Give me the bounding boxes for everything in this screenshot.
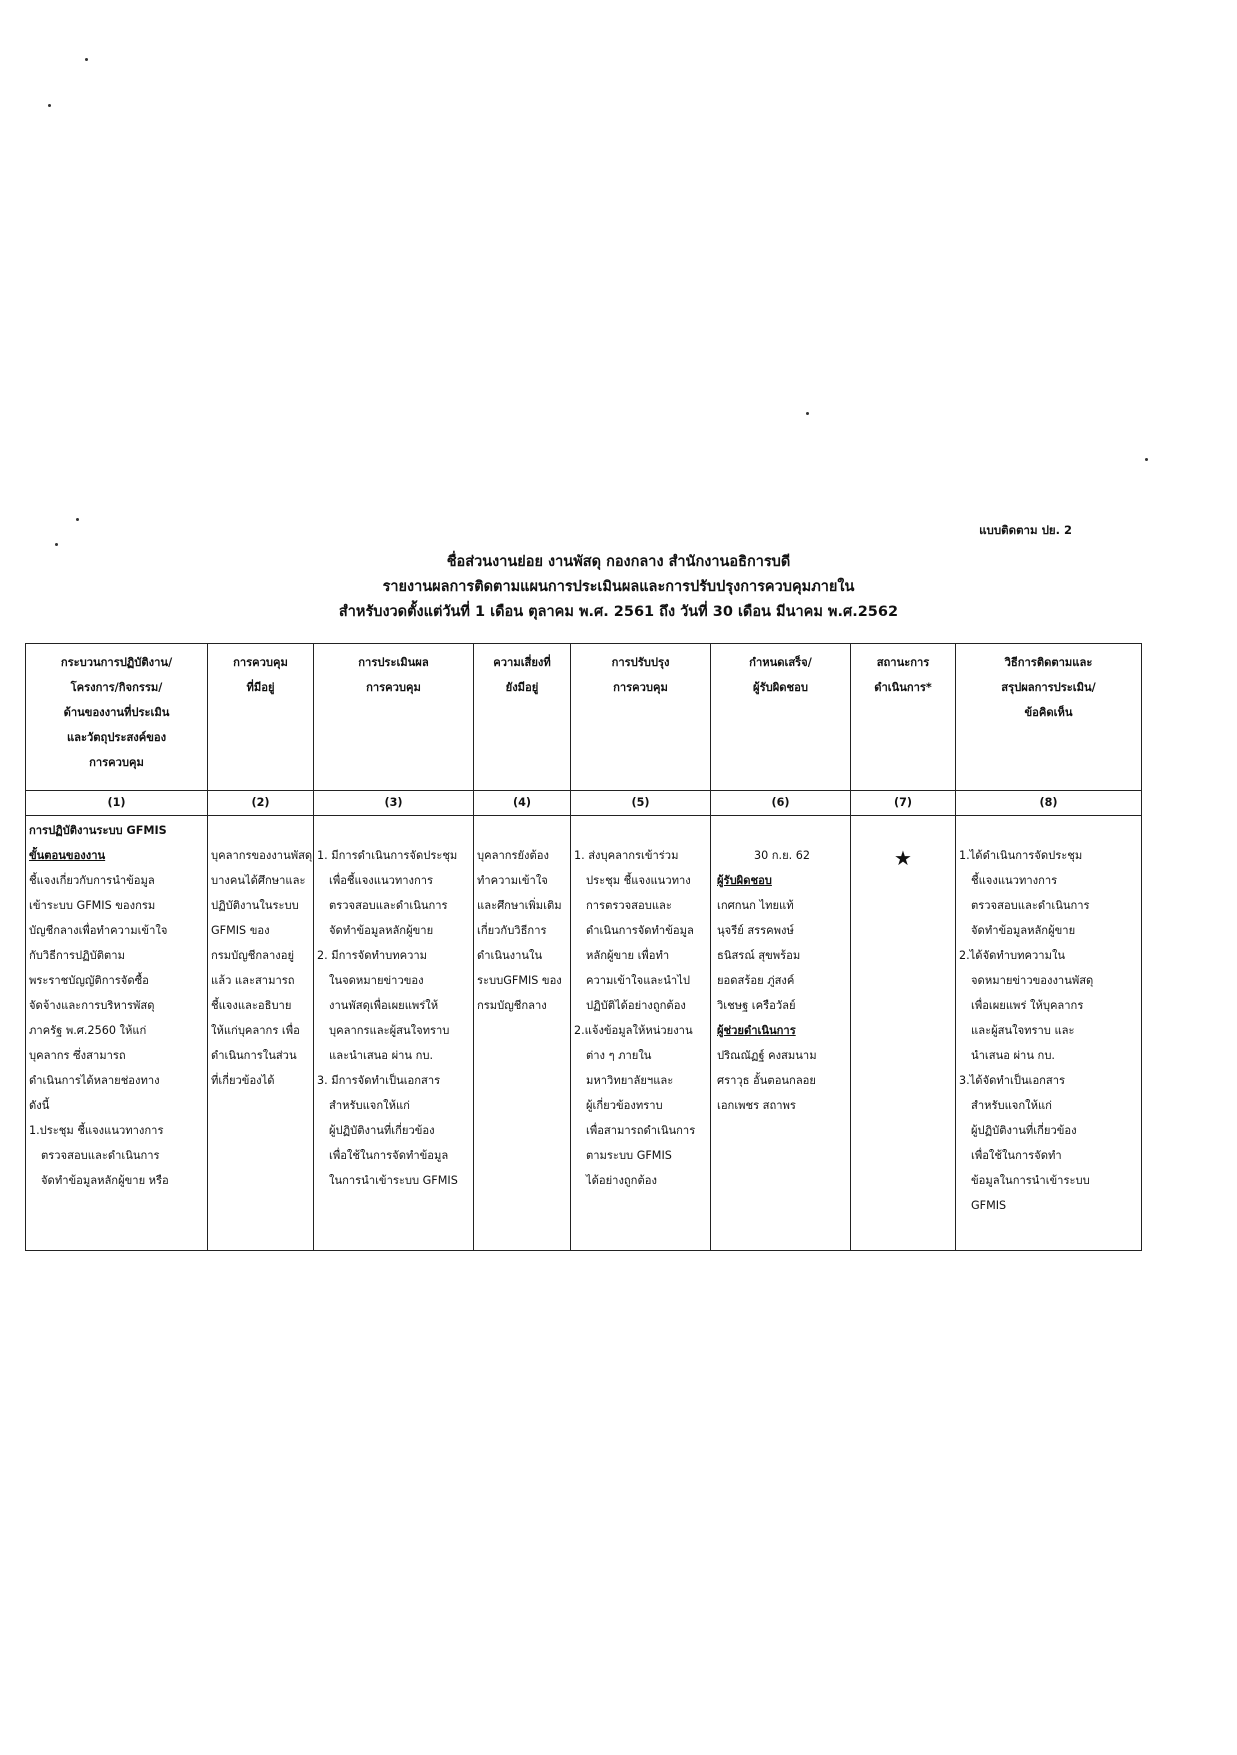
- header-line: วิธีการติดตามและ: [1004, 656, 1093, 669]
- due-date: 30 ก.ย. 62: [753, 849, 811, 862]
- cell-line: 1.ประชุม ชี้แจงแนวทางการ: [29, 1124, 164, 1137]
- cell-line: 3.ได้จัดทำเป็นเอกสาร: [959, 1074, 1066, 1087]
- cell-line: พระราชบัญญัติการจัดซื้อ: [29, 974, 149, 987]
- cell-line: 1. ส่งบุคลากรเข้าร่วม: [574, 849, 679, 862]
- cell-line: ดำเนินการจัดทำข้อมูล: [586, 924, 694, 937]
- header-line: และวัตถุประสงค์ของ: [66, 731, 167, 744]
- scan-speck: [55, 543, 58, 546]
- responsible-name: นุจรีย์ สรรคพงษ์: [717, 924, 794, 937]
- cell-line: กรมบัญชีกลาง: [477, 999, 547, 1012]
- cell-line: ปฏิบัติงานในระบบ: [211, 899, 299, 912]
- column-header: [851, 644, 956, 791]
- scan-speck: [85, 58, 88, 61]
- header-line: ข้อคิดเห็น: [1024, 706, 1073, 719]
- cell-process: [26, 816, 208, 1251]
- cell-line: และศึกษาเพิ่มเติม: [477, 899, 562, 912]
- header-line: การควบคุม: [366, 681, 421, 694]
- cell-line: 3. มีการจัดทำเป็นเอกสาร: [317, 1074, 441, 1087]
- report-title-period: สำหรับงวดตั้งแต่วันที่ 1 เดือน ตุลาคม พ.ศ. 2561 ถึง วันที่ 30 เดือน มีนาคม พ.ศ.2562: [338, 604, 899, 620]
- cell-control-evaluation: [314, 816, 474, 1251]
- column-number: (6): [711, 791, 851, 816]
- responsible-label: ผู้รับผิดชอบ: [717, 874, 772, 887]
- cell-line: ตรวจสอบและดำเนินการ: [971, 899, 1090, 912]
- cell-line: ตามระบบ GFMIS: [586, 1149, 672, 1162]
- scan-speck: [806, 412, 809, 415]
- cell-line: ปฏิบัติได้อย่างถูกต้อง: [586, 999, 686, 1012]
- cell-line: หลักผู้ขาย เพื่อทำ: [586, 949, 670, 962]
- responsible-name: วิเชษฐ เครือวัลย์: [717, 999, 796, 1012]
- cell-line: ในการนำเข้าระบบ GFMIS: [329, 1174, 458, 1187]
- header-line: กระบวนการปฏิบัติงาน/: [60, 656, 173, 669]
- cell-existing-controls: [208, 816, 314, 1251]
- cell-line: บุคลากรยังต้อง: [477, 849, 549, 862]
- cell-line: เกี่ยวกับวิธีการ: [477, 924, 547, 937]
- report-titles: [0, 550, 1237, 625]
- cell-line: 2.ได้จัดทำบทความใน: [959, 949, 1066, 962]
- cell-line: นำเสนอ ผ่าน กบ.: [971, 1049, 1055, 1062]
- cell-line: แล้ว และสามารถ: [211, 974, 295, 987]
- header-line: การควบคุม: [89, 756, 144, 769]
- cell-line: สำหรับแจกให้แก่: [329, 1099, 410, 1112]
- column-header: [26, 644, 208, 791]
- column-number: (3): [314, 791, 474, 816]
- cell-line: กรมบัญชีกลางอยู่: [211, 949, 295, 962]
- cell-line: 2. มีการจัดทำบทความ: [317, 949, 428, 962]
- cell-line: ความเข้าใจและนำไป: [586, 974, 690, 987]
- cell-control-improvement: [571, 816, 711, 1251]
- status-star-icon: ★: [894, 846, 912, 870]
- cell-line: บางคนได้ศึกษาและ: [211, 874, 306, 887]
- report-title-main: รายงานผลการติดตามแผนการประเมินผลและการปรับปรุงการควบคุมภายใน: [382, 579, 855, 595]
- cell-line: บุคลากรของงานพัสดุ: [211, 849, 313, 862]
- cell-line: ได้อย่างถูกต้อง: [586, 1174, 657, 1187]
- process-subheading: ขั้นตอนของงาน: [29, 849, 106, 862]
- cell-line: บัญชีกลางเพื่อทำความเข้าใจ: [29, 924, 168, 937]
- cell-line: จัดทำข้อมูลหลักผู้ขาย: [971, 924, 1076, 937]
- cell-line: ที่เกี่ยวข้องได้: [211, 1074, 275, 1087]
- cell-line: เข้าระบบ GFMIS ของกรม: [29, 899, 156, 912]
- cell-line: จดหมายข่าวของงานพัสดุ: [971, 974, 1094, 987]
- cell-remaining-risk: [474, 816, 571, 1251]
- cell-line: ดำเนินการในส่วน: [211, 1049, 297, 1062]
- header-line: ด้านของงานที่ประเมิน: [63, 706, 170, 719]
- header-line: กำหนดเสร็จ/: [749, 656, 812, 669]
- header-line: การปรับปรุง: [611, 656, 670, 669]
- cell-line: ตรวจสอบและดำเนินการ: [329, 899, 448, 912]
- table-row: [26, 816, 1142, 1251]
- cell-line: ผู้ปฏิบัติงานที่เกี่ยวข้อง: [971, 1124, 1077, 1137]
- header-line: การประเมินผล: [358, 656, 429, 669]
- column-number: (8): [956, 791, 1142, 816]
- cell-line: ข้อมูลในการนำเข้าระบบ: [971, 1174, 1090, 1187]
- cell-line: 1. มีการดำเนินการจัดประชุม: [317, 849, 458, 862]
- cell-line: ระบบGFMIS ของ: [477, 974, 562, 987]
- cell-line: เพื่อใช้ในการจัดทำข้อมูล: [329, 1149, 449, 1162]
- assistant-name: เอกเพชร สถาพร: [717, 1099, 796, 1112]
- cell-line: บุคลากร ซึ่งสามารถ: [29, 1049, 126, 1062]
- cell-line: ดำเนินงานใน: [477, 949, 543, 962]
- cell-line: จัดจ้างและการบริหารพัสดุ: [29, 999, 155, 1012]
- cell-follow-up: [956, 816, 1142, 1251]
- header-line: สรุปผลการประเมิน/: [1001, 681, 1096, 694]
- cell-line: ผู้เกี่ยวข้องทราบ: [586, 1099, 663, 1112]
- cell-line: งานพัสดุเพื่อเผยแพร่ให้: [329, 999, 439, 1012]
- column-header: [571, 644, 711, 791]
- header-line: ผู้รับผิดชอบ: [753, 681, 808, 694]
- scan-speck: [76, 518, 79, 521]
- cell-line: ดังนี้: [29, 1099, 50, 1112]
- cell-line: ให้แก่บุคลากร เพื่อ: [211, 1024, 300, 1037]
- responsible-name: ธนิสรณ์ สุขพร้อม: [717, 949, 801, 962]
- column-number: (1): [26, 791, 208, 816]
- cell-line: เพื่อเผยแพร่ ให้บุคลากร: [971, 999, 1084, 1012]
- column-number-row: [26, 791, 1142, 816]
- report-title-unit: ชื่อส่วนงานย่อย งานพัสดุ กองกลาง สำนักงานอธิการบดี: [446, 554, 791, 570]
- header-line: การควบคุม: [613, 681, 668, 694]
- cell-line: 2.แจ้งข้อมูลให้หน่วยงาน: [574, 1024, 693, 1037]
- column-header: [711, 644, 851, 791]
- column-number: (7): [851, 791, 956, 816]
- cell-line: มหาวิทยาลัยฯและ: [586, 1074, 674, 1087]
- header-line: ดำเนินการ*: [874, 681, 932, 694]
- column-header: [474, 644, 571, 791]
- scan-speck: [1145, 458, 1148, 461]
- cell-due-responsible: [711, 816, 851, 1251]
- header-line: โครงการ/กิจกรรม/: [70, 681, 163, 694]
- scan-speck: [48, 104, 51, 107]
- header-line: ที่มีอยู่: [246, 681, 275, 694]
- cell-line: สำหรับแจกให้แก่: [971, 1099, 1052, 1112]
- cell-line: ชี้แจงและอธิบาย: [211, 999, 292, 1012]
- assistant-name: ศราวุธ อั้นตอนกลอย: [717, 1074, 816, 1087]
- cell-line: ต่าง ๆ ภายใน: [586, 1049, 652, 1062]
- cell-line: ชี้แจงเกี่ยวกับการนำข้อมูล: [29, 874, 155, 887]
- column-number: (5): [571, 791, 711, 816]
- cell-line: เพื่อใช้ในการจัดทำ: [971, 1149, 1062, 1162]
- cell-line: 1.ได้ดำเนินการจัดประชุม: [959, 849, 1083, 862]
- column-number: (4): [474, 791, 571, 816]
- header-line: ความเสี่ยงที่: [493, 656, 551, 669]
- header-row: [26, 644, 1142, 791]
- cell-line: จัดทำข้อมูลหลักผู้ขาย: [329, 924, 434, 937]
- cell-line: GFMIS ของ: [211, 924, 270, 937]
- assistant-name: ปริณณัฏฐ์ คงสมนาม: [717, 1049, 817, 1062]
- column-number: (2): [208, 791, 314, 816]
- header-line: การควบคุม: [233, 656, 288, 669]
- assistant-label: ผู้ช่วยดำเนินการ: [717, 1024, 796, 1037]
- cell-line: และผู้สนใจทราบ และ: [971, 1024, 1075, 1037]
- cell-line: ตรวจสอบและดำเนินการ: [41, 1149, 160, 1162]
- cell-status: [851, 816, 956, 1251]
- cell-line: และนำเสนอ ผ่าน กบ.: [329, 1049, 434, 1062]
- report-table: [25, 643, 1142, 1251]
- cell-line: การตรวจสอบและ: [586, 899, 672, 912]
- cell-line: ชี้แจงแนวทางการ: [971, 874, 1058, 887]
- column-header: [208, 644, 314, 791]
- cell-line: ในจดหมายข่าวของ: [329, 974, 424, 987]
- cell-line: เพื่อชี้แจงแนวทางการ: [329, 874, 434, 887]
- cell-line: ประชุม ชี้แจงแนวทาง: [586, 874, 691, 887]
- cell-line: จัดทำข้อมูลหลักผู้ขาย หรือ: [41, 1174, 169, 1187]
- responsible-name: ยอดสร้อย ภู่สงค์: [717, 974, 795, 987]
- cell-line: ภาครัฐ พ.ศ.2560 ให้แก่: [29, 1024, 147, 1037]
- cell-line: บุคลากรและผู้สนใจทราบ: [329, 1024, 450, 1037]
- form-code: แบบติดตาม ปย. 2: [979, 523, 1072, 537]
- cell-line: GFMIS: [971, 1199, 1007, 1212]
- header-line: ยังมีอยู่: [505, 681, 539, 694]
- cell-line: ทำความเข้าใจ: [477, 874, 548, 887]
- process-heading: การปฏิบัติงานระบบ GFMIS: [29, 824, 167, 837]
- cell-line: ดำเนินการได้หลายช่องทาง: [29, 1074, 160, 1087]
- cell-line: กับวิธีการปฏิบัติตาม: [29, 949, 125, 962]
- header-line: สถานะการ: [876, 656, 930, 669]
- responsible-name: เกศกนก ไทยแท้: [717, 899, 794, 912]
- cell-line: เพื่อสามารถดำเนินการ: [586, 1124, 696, 1137]
- column-header: [314, 644, 474, 791]
- cell-line: ผู้ปฏิบัติงานที่เกี่ยวข้อง: [329, 1124, 435, 1137]
- column-header: [956, 644, 1142, 791]
